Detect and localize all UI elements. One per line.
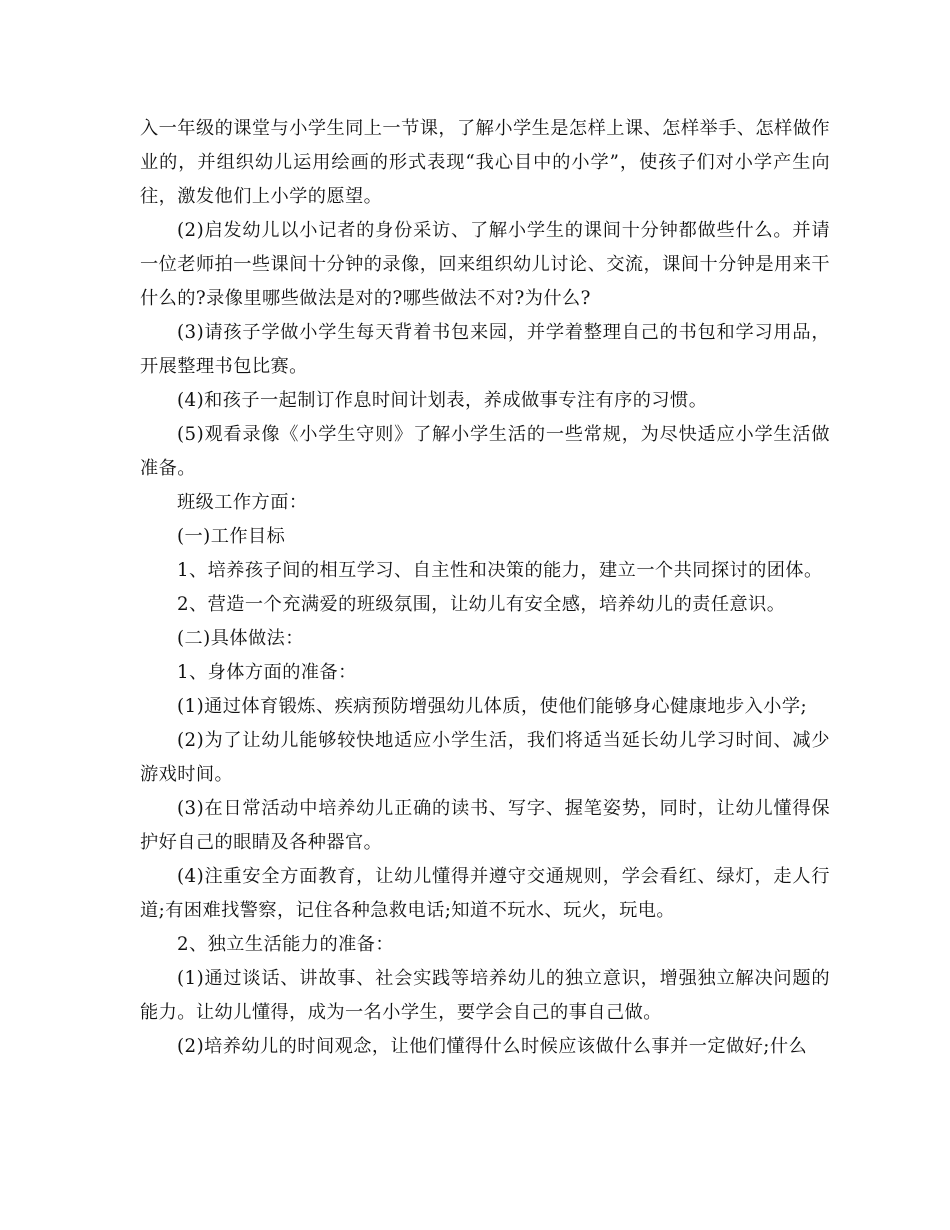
independent-item-1: (1)通过谈话、讲故事、社会实践等培养幼儿的独立意识，增强独立解决问题的能力。让幼儿懂得，成为一名小学生，要学会自己的事自己做。 bbox=[140, 968, 830, 1023]
subheading-independent-living: 2、独立生活能力的准备： bbox=[177, 934, 395, 955]
physical-item-4: (4)注重安全方面教育，让幼儿懂得并遵守交通规则，学会看红、绿灯，走人行道;有困难找警察，记住各种急救电话;知道不玩水、玩火，玩电。 bbox=[140, 866, 830, 921]
physical-item-3: (3)在日常活动中培养幼儿正确的读书、写字、握笔姿势，同时，让幼儿懂得保护好自己的眼睛及各种器官。 bbox=[140, 798, 830, 853]
goal-item-1: 1、培养孩子间的相互学习、自主性和决策的能力，建立一个共同探讨的团体。 bbox=[177, 560, 823, 581]
subheading-specific-methods: (二)具体做法： bbox=[177, 628, 304, 649]
document-body bbox=[140, 112, 830, 1064]
goal-item-2: 2、营造一个充满爱的班级氛围，让幼儿有安全感，培养幼儿的责任意识。 bbox=[177, 594, 786, 615]
paragraph-5: (5)观看录像《小学生守则》了解小学生活的一些常规，为尽快适应小学生活做准备。 bbox=[140, 424, 830, 479]
physical-item-1: (1)通过体育锻炼、疾病预防增强幼儿体质，使他们能够身心健康地步入小学; bbox=[177, 696, 808, 717]
independent-item-2: (2)培养幼儿的时间观念，让他们懂得什么时候应该做什么事并一定做好;什么 bbox=[177, 1036, 808, 1057]
subheading-work-goals: (一)工作目标 bbox=[177, 526, 286, 547]
paragraph-3: (3)请孩子学做小学生每天背着书包来园，并学着整理自己的书包和学习用品，开展整理书包比赛。 bbox=[140, 322, 830, 377]
paragraph-1: 入一年级的课堂与小学生同上一节课，了解小学生是怎样上课、怎样举手、怎样做作业的，并组织幼儿运用绘画的形式表现“我心目中的小学”，使孩子们对小学产生向往，激发他们上小学的愿望。 bbox=[140, 118, 830, 207]
physical-item-2: (2)为了让幼儿能够较快地适应小学生活，我们将适当延长幼儿学习时间、减少游戏时间。 bbox=[140, 730, 830, 785]
subheading-physical-preparation: 1、身体方面的准备： bbox=[177, 662, 357, 683]
section-heading-class-work: 班级工作方面： bbox=[177, 492, 308, 513]
paragraph-2: (2)启发幼儿以小记者的身份采访、了解小学生的课间十分钟都做些什么。并请一位老师拍一些课间十分钟的录像，回来组织幼儿讨论、交流，课间十分钟是用来干什么的?录像里哪些做法是对的?哪些做法不对?为什么? bbox=[140, 220, 830, 309]
paragraph-4: (4)和孩子一起制订作息时间计划表，养成做事专注有序的习惯。 bbox=[177, 390, 708, 411]
